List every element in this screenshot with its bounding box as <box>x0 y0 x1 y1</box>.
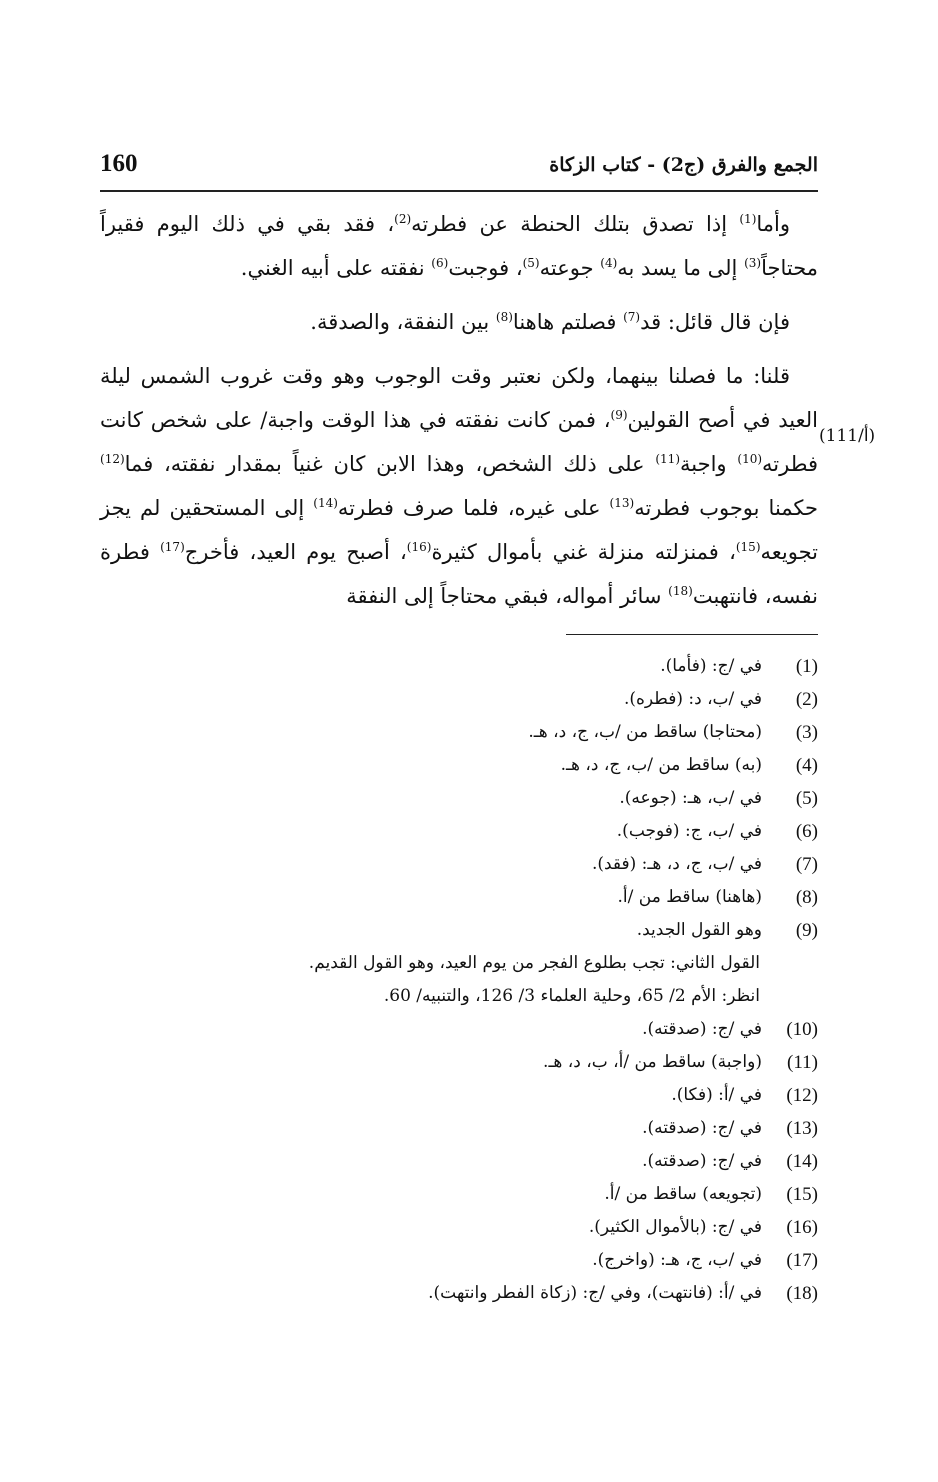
footnote-reference: (17) <box>160 540 185 554</box>
footnote-reference: (4) <box>600 256 618 270</box>
footnote-reference: (2) <box>394 212 412 226</box>
footnote-text: (واجبة) ساقط من /أ، ب، د، هـ. <box>543 1052 762 1072</box>
page-number: 160 <box>100 150 138 177</box>
footnote-reference: (5) <box>522 256 540 270</box>
footnote-number: (18) <box>786 1283 818 1304</box>
footnote-reference: (11) <box>655 452 681 466</box>
footnote <box>100 650 818 683</box>
text-run: واجبة <box>680 452 738 476</box>
footnote-continuation: انظر: الأم 2/ 65، وحلية العلماء 3/ 126، والتنبيه/ 60. <box>383 986 760 1006</box>
footnote <box>100 683 818 716</box>
footnote-text: في /ج: (بالأموال الكثير). <box>588 1217 762 1237</box>
footnote-text: (به) ساقط من /ب، ج، د، هـ. <box>560 755 762 775</box>
footnote-reference: (8) <box>495 310 513 324</box>
text-run: ، فمن كانت نفقته في هذا الوقت واجبة/ على شخص كانت فطرته <box>100 408 818 476</box>
text-run: فطرة نفسه، فانتهبت <box>100 540 818 608</box>
footnote-text: في /ب، د: (فطره). <box>623 689 762 709</box>
footnote <box>100 1244 818 1277</box>
footnote-text: في /ب، هـ: (جوعه). <box>619 788 762 808</box>
footnote-reference: (13) <box>609 496 635 510</box>
footnote-number: (3) <box>795 722 818 743</box>
footnote-text: في /ب، ج، هـ: (واخرج). <box>592 1250 762 1270</box>
text-run: ، فوجبت <box>448 256 523 280</box>
main-text <box>100 202 818 618</box>
text-run: فصلتم هاهنا <box>512 310 624 334</box>
footnote-number: (4) <box>795 755 818 776</box>
text-run: سائر أمواله، فبقي محتاجاً إلى النفقة <box>346 584 669 608</box>
footnote-text: في /ج: (صدقته). <box>642 1019 762 1039</box>
footnote-number: (14) <box>786 1151 818 1172</box>
footnote-number: (17) <box>786 1250 818 1271</box>
footnote-text: في /ب، ج، د، هـ: (فقد). <box>591 854 762 874</box>
text-run: ، فقد بقي في ذلك اليوم فقيراً محتاجاً <box>100 212 818 280</box>
text-run: فإن قال قائل: قد <box>640 310 790 334</box>
paragraph <box>100 300 818 344</box>
footnote-reference: (6) <box>431 256 449 270</box>
footnote <box>100 782 818 815</box>
text-run: بين النفقة، والصدقة. <box>310 310 496 334</box>
footnote-text: (تجويعه) ساقط من /أ. <box>604 1184 762 1204</box>
text-run: على ذلك الشخص، وهذا الابن كان غنياً بمقدار نفقته، فما <box>124 452 656 476</box>
text-run: ، فمنزلته منزلة غني بأموال كثيرة <box>431 540 736 564</box>
footnote <box>100 1112 818 1145</box>
footnote-text: في /أ: (فانتهت)، وفي /ج: (زكاة الفطر وانتهت). <box>428 1283 762 1303</box>
footnote <box>100 1277 818 1310</box>
footnote-number: (12) <box>786 1085 818 1106</box>
footnote-reference: (7) <box>623 310 641 324</box>
text-run: جوعته <box>539 256 601 280</box>
text-run: إذا تصدق بتلك الحنطة عن فطرته <box>411 212 740 236</box>
footnote <box>100 815 818 848</box>
footnote-number: (13) <box>786 1118 818 1139</box>
paragraph <box>100 354 818 618</box>
footnote-text: (محتاجا) ساقط من /ب، ج، د، هـ. <box>528 722 762 742</box>
footnote <box>100 1079 818 1112</box>
text-run: على غيره، فلما صرف فطرته <box>337 496 610 520</box>
footnote <box>100 1046 818 1079</box>
footnote <box>100 1013 818 1046</box>
footnote <box>100 881 818 914</box>
footnote-reference: (15) <box>735 540 761 554</box>
footnote-text: في /ج: (فأما). <box>660 656 762 676</box>
footnote <box>100 848 818 881</box>
footnote-text: في /أ: (فكا). <box>671 1085 762 1105</box>
footnote-reference: (14) <box>313 496 338 510</box>
footnote-number: (16) <box>786 1217 818 1238</box>
text-run: نفقته على أبيه الغني. <box>240 256 432 280</box>
footnote-reference: (18) <box>668 584 693 598</box>
footnote-number: (10) <box>786 1019 818 1040</box>
paragraph <box>100 202 818 290</box>
footnote-text: (هاهنا) ساقط من /أ. <box>617 887 762 907</box>
footnote <box>100 1211 818 1244</box>
footnote <box>100 716 818 749</box>
paragraph-gap <box>100 290 818 300</box>
footnote-number: (9) <box>795 920 818 941</box>
text-run: ، أصبح يوم العيد، فأخرج <box>184 540 407 564</box>
footnote-separator <box>566 634 818 635</box>
footnote-number: (2) <box>795 689 818 710</box>
footnote-reference: (10) <box>737 452 763 466</box>
footnote-reference: (16) <box>406 540 432 554</box>
footnote-text: وهو القول الجديد. <box>636 920 762 940</box>
footnote <box>100 1145 818 1178</box>
header-rule <box>100 190 818 192</box>
manuscript-folio-marker: (111/أ) <box>819 426 876 446</box>
footnote-text: في /ب، ج: (فوجب). <box>616 821 762 841</box>
footnote-text: في /ج: (صدقته). <box>642 1118 762 1138</box>
footnote-reference: (1) <box>739 212 757 226</box>
page-header <box>100 150 818 190</box>
text-run: قلنا: ما فصلنا بينهما، ولكن نعتبر وقت الوجوب وهو وقت غروب الشمس ليلة العيد في أصح القولين <box>100 364 818 432</box>
footnote-number: (7) <box>795 854 818 875</box>
text-run: وأما <box>756 212 790 236</box>
running-title: الجمع والفرق (ج2) - كتاب الزكاة <box>549 154 818 176</box>
footnote-number: (1) <box>795 656 818 677</box>
text-run: إلى المستحقين لم يجز تجويعه <box>100 496 818 564</box>
footnote <box>100 1178 818 1211</box>
paragraph-gap <box>100 344 818 354</box>
footnote-reference: (12) <box>100 452 125 466</box>
footnote-text: في /ج: (صدقته). <box>642 1151 762 1171</box>
footnote-reference: (9) <box>610 408 628 422</box>
footnote-number: (6) <box>795 821 818 842</box>
text-run: حكمنا بوجوب فطرته <box>634 496 818 520</box>
footnote <box>100 914 818 1013</box>
footnote <box>100 749 818 782</box>
footnote-reference: (3) <box>744 256 762 270</box>
footnote-continuation: القول الثاني: تجب بطلوع الفجر من يوم العيد، وهو القول القديم. <box>308 953 760 973</box>
footnote-number: (15) <box>786 1184 818 1205</box>
footnotes <box>100 650 818 1310</box>
text-run: إلى ما يسد به <box>617 256 745 280</box>
footnote-number: (5) <box>795 788 818 809</box>
footnote-number: (8) <box>795 887 818 908</box>
footnote-number: (11) <box>787 1052 818 1073</box>
